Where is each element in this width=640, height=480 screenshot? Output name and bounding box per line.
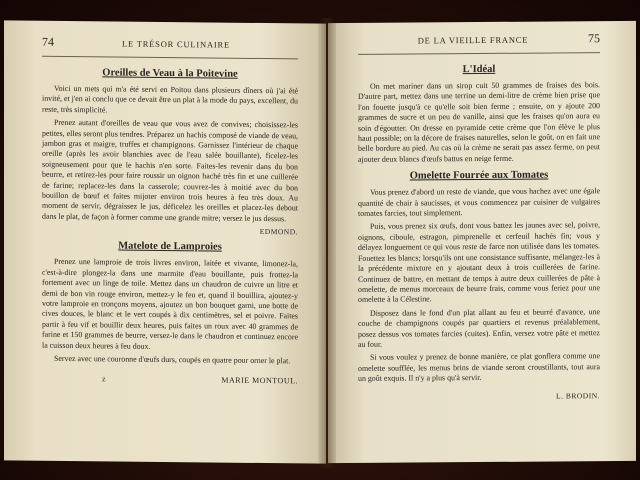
right-page: [328, 21, 636, 463]
left-header-rule: [42, 56, 298, 60]
recipe-signature-edmond: EDMOND.: [259, 227, 298, 237]
right-page-number: 75: [588, 31, 600, 46]
signature-mark: z: [102, 374, 106, 384]
recipe-paragraph: Puis, vous prenez six œufs, dont vous battez les jaunes avec sel, poivre, oignons, ciboule, estragon, pimprenelle et cerfeuil hachés fin; vous y délayez longuement ce qui vous reste de farce non utilisée dans les tomates. Fouettez les blancs; lorsqu'ils ont une consistance suffisante, mélangez-les à la précédente mixture en y ajoutant deux à trois cuillerées de farine. Continuez de battre, en mettant de temps à autre deux cuillerées de pâte à omelette, de menus morceaux de beurre frais, comme vous feriez pour une omelette à la Célestine.: [358, 220, 600, 305]
recipe-title-oreilles: Oreilles de Veau à la Poitevine: [102, 67, 238, 80]
recipe-title-matelote: Matelote de Lamproies: [118, 240, 222, 253]
recipe-paragraph: Prenez une lamproie de trois livres environ, laitée et vivante, limonez-la, c'est-à-dire plongez-la dans une marmite d'eau bouillante, puis frottez-la fortement avec un linge de toile. Mettez dans un chaudron de cuivre un litre et demi de bon vin rouge environ, mettez-y le feu et, quand il bouillira, ajoutez-y votre lamproie en tronçons moyens, ajoutez un bon bouquet garni, une botte de cives douces, le blanc et le vert coupés à dix centimètres, sel et poivre. Faites partir à feu vif et bouillir deux heures, puis faites un roux avec 40 grammes de farine et 150 grammes de beurre, versez-le dans le chaudron et continuez encore la cuisson deux heures à feu doux.: [42, 257, 298, 351]
recipe-title-ideal: L'Idéal: [462, 63, 496, 76]
recipe-paragraph: Prenez autant d'oreilles de veau que vous avez de convives; choisissez-les petites, elles seront plus tendres. Préparez un hachis composé de viande de veau, jambon gras et maigre, truffes et champignons. Garnissez l'intérieur de chaque oreille (après les avoir blanchies avec de l'eau salée bouillante), ficelez-les soigneusement pour que le hachis n'en sorte. Faites-les revenir dans du bon beurre, et retirez-les pour faire roussir un oignon haché très fin et une cuillerée de farine; replacez-les dans la casserole; couvrez-les à moitié avec du bon bouillon de bœuf et faites mijoter environ trois heures à feu très doux. Au moment de servir, dégraissez le jus, déficelez les oreilles et placez-les debout dans le plat, de façon à former comme une grande mitre; versez le jus dessus.: [42, 118, 298, 224]
right-running-head: [358, 31, 600, 48]
recipe-signature-montoul: MARIE MONTOUL.: [221, 375, 298, 386]
recipe-title-omelette: Omelette Fourrée aux Tomates: [409, 169, 549, 182]
recipe-paragraph: Voici un mets qui m'a été servi en Poitou dans plusieurs dîners où j'ai été invité, et j'en ai conclu que ce devait être un plat à la mode du pays, excellent, du reste, très simplicité.: [42, 83, 298, 115]
left-running-title: LE TRÉSOR CULINAIRE: [121, 38, 231, 50]
recipe-paragraph: Si vous voulez y prenez de bonne manière, ce plat gonflera comme une omelette soufflée, les menus brins de viande seront croustillants, tout aura un goût exquis. Il n'y a plus qu'à servir.: [358, 351, 600, 384]
left-running-head: [42, 35, 298, 53]
recipe-signature-row: [42, 374, 298, 386]
recipe-paragraph: Servez avec une couronne d'œufs durs, coupés en quatre pour orner le plat.: [54, 353, 291, 366]
book-gutter: [318, 18, 336, 468]
left-page-number: 74: [42, 34, 54, 49]
recipe-paragraph: Disposez dans le fond d'un plat allant au feu et beurré d'avance, une couche de champignons coupés par quartiers et revenus préalablement, posez dessus vos tomates farcies (cuites). Enfin, versez votre pâte et mettez au four.: [358, 306, 600, 349]
recipe-paragraph: On met mariner dans un sirop cuit 50 grammes de fraises des bois. D'autre part, mettez dans une terrine un demi-litre de crème bien prise que l'on fouette jusqu'à ce qu'elle soit bien ferme ; ensuite, on y ajoute 200 grammes de sucre et un peu de vanille, ainsi que les fraises qu'on aura eu soin d'égoutter. On dresse en pyramide cette crème que l'on élève le plus haut possible; on la décore de fraises naturelles, selon le goût, on en fait une belle bordure au pied. Au cas où la crème ne serait pas assez ferme, on peut ajouter deux blancs d'œufs battus en neige ferme.: [358, 80, 600, 164]
right-header-rule: [358, 52, 600, 55]
right-running-title: DE LA VIEILLE FRANCE: [417, 34, 529, 46]
left-page: [4, 20, 326, 463]
recipe-signature-brodin: L. BRODIN.: [556, 390, 600, 401]
recipe-paragraph: Vous prenez d'abord un reste de viande, que vous hachez avec une égale quantité de chair à saucisses, et vous commencez par cuisiner de vulgaires tomates farcies, tout simplement.: [358, 186, 600, 218]
